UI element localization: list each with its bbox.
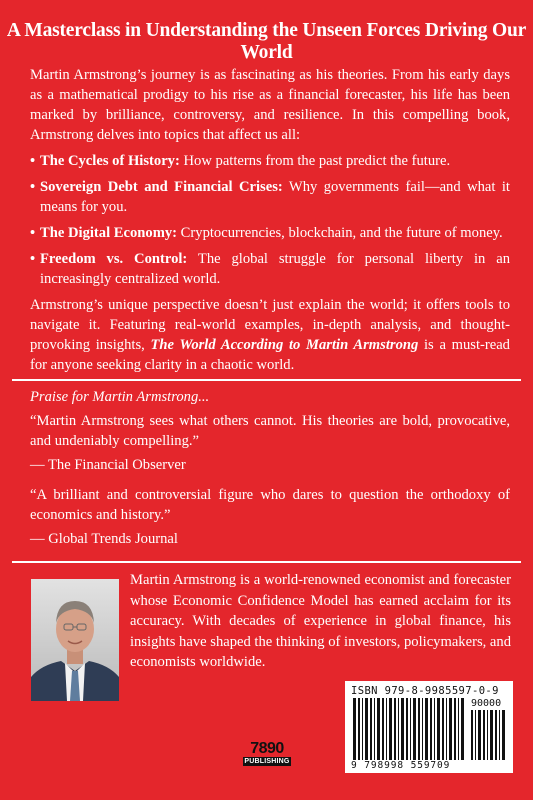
ean-number: 9 798998 559709 (351, 760, 451, 771)
praise-heading: Praise for Martin Armstrong... (30, 389, 210, 405)
book-title: The World According to Martin Armstrong (150, 337, 419, 353)
barcode-addon-number: 90000 (471, 698, 502, 709)
barcode-bars (353, 698, 465, 760)
closing-paragraph: Armstrong’s unique perspective doesn’t just explain the world; it offers tools to navigate it. Featuring real-world examples, in-depth analysis, and thought-provoking insights, The World According to Martin Armstrong is a must-read for anyone seeking clarity in a chaotic world. (30, 297, 510, 373)
topic-list (30, 151, 510, 289)
intro-paragraph: Martin Armstrong’s journey is as fascinating as his theories. From his early days as a mathematical prodigy to his rise as a financial forecaster, his life has been marked by brilliance, controversy, and resilience. In this compelling book, Armstrong delves into topics that affect us all: (30, 67, 510, 143)
praise-source: — The Financial Observer (30, 457, 186, 473)
author-photo (31, 579, 119, 701)
back-cover-headline: A Masterclass in Understanding the Unseen Forces Driving Our World (6, 20, 527, 63)
topic-item: • The Digital Economy: Cryptocurrencies, blockchain, and the future of money. (30, 223, 510, 243)
divider-bottom (12, 561, 521, 563)
description-block (30, 65, 510, 375)
topic-item: • The Cycles of History: How patterns from the past predict the future. (30, 151, 510, 171)
publisher-logo (243, 741, 291, 771)
isbn-barcode (345, 681, 513, 773)
praise-quote: “Martin Armstrong sees what others cannot. His theories are bold, provocative, and undeniably compelling.” (30, 413, 510, 449)
publisher-logo-number: 7890 (250, 740, 284, 757)
topic-item: • Freedom vs. Control: The global struggle for personal liberty in an increasingly centralized world. (30, 249, 510, 289)
praise-quote: “A brilliant and controversial figure who dares to question the orthodoxy of economics and history.” (30, 487, 510, 523)
author-bio: Martin Armstrong is a world-renowned economist and forecaster whose Economic Confidence Model has earned acclaim for its accuracy. With decades of experience in global finance, his insights have shaped the thinking of investors, policymakers, and economists worldwide. (130, 572, 511, 670)
topic-item: • Sovereign Debt and Financial Crises: Why governments fail—and what it means for you. (30, 177, 510, 217)
praise-source: — Global Trends Journal (30, 531, 178, 547)
praise-section (30, 387, 510, 559)
barcode-addon-bars (471, 710, 507, 760)
publisher-logo-label: PUBLISHING (244, 758, 290, 765)
divider-top (12, 379, 521, 381)
isbn-text: ISBN 979-8-9985597-0-9 (351, 685, 499, 697)
